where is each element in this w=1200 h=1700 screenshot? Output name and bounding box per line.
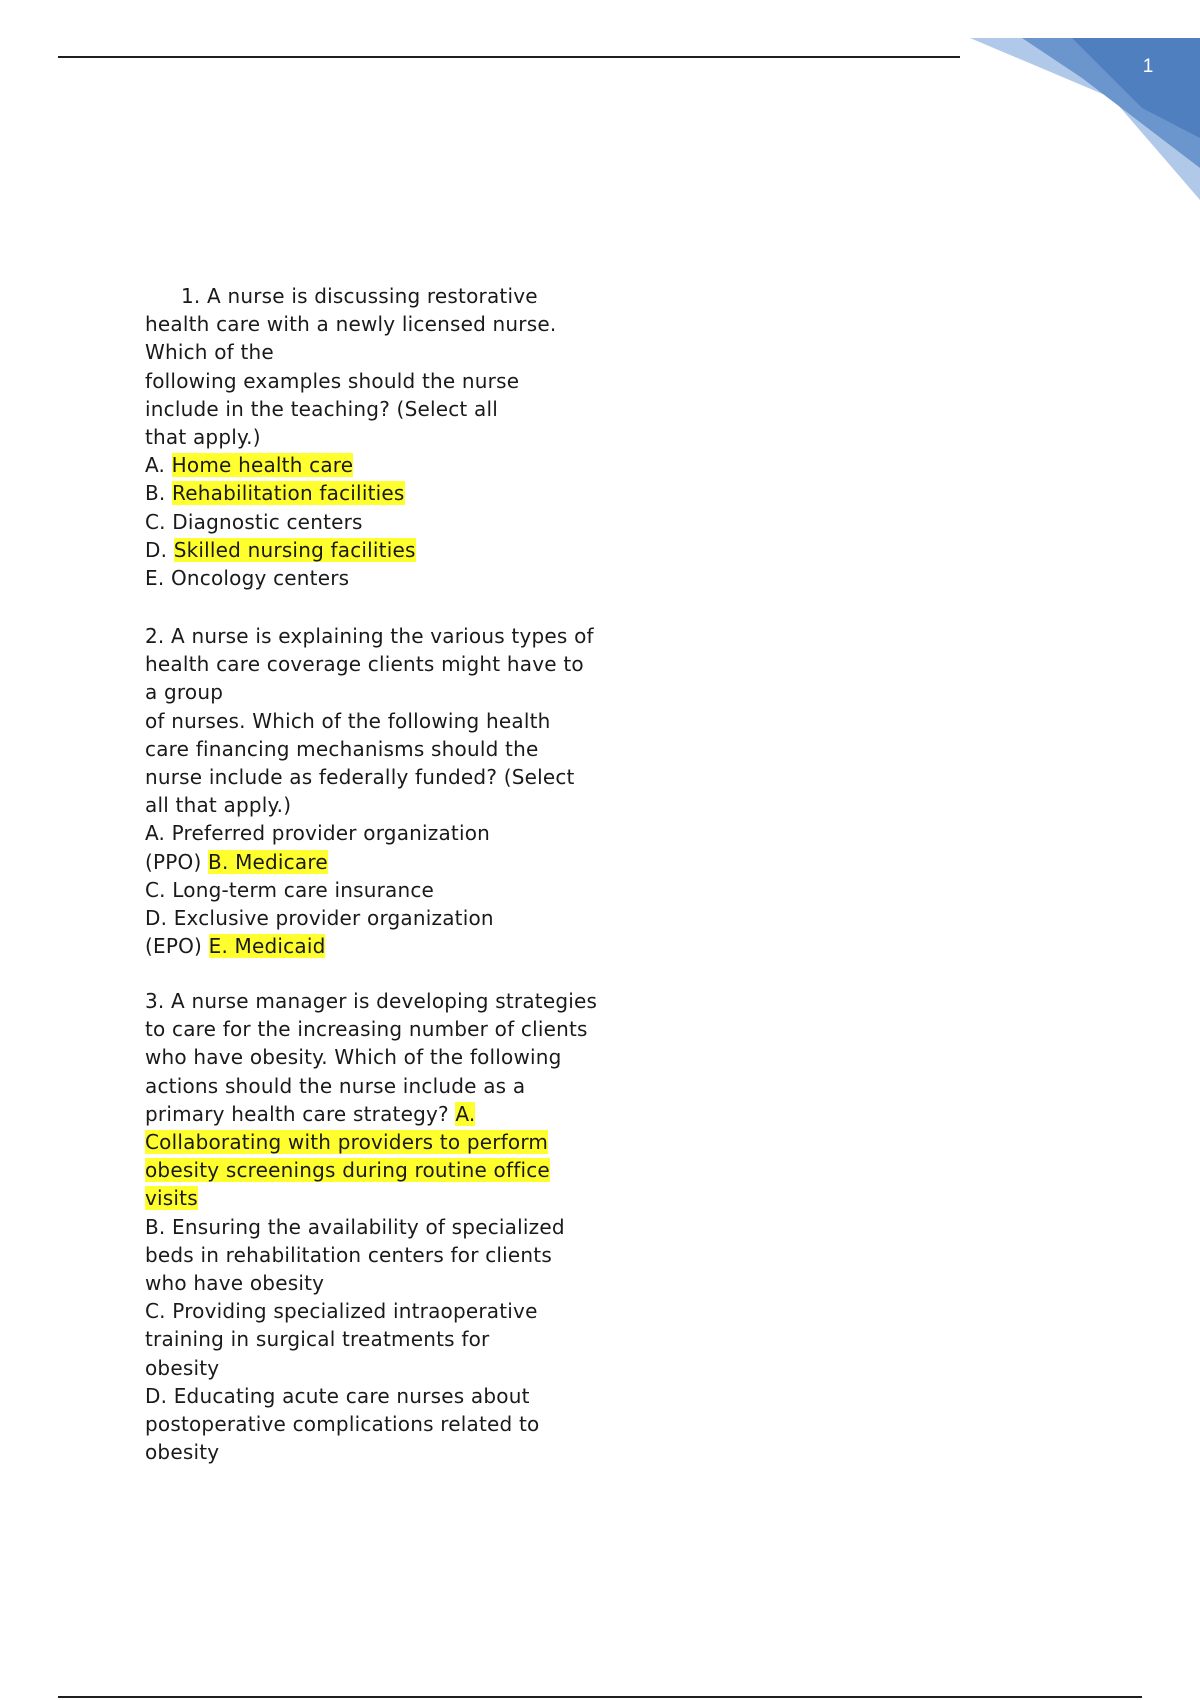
question-1-stem xyxy=(145,282,645,451)
option-d xyxy=(145,536,645,564)
option-letter: C. xyxy=(145,509,166,534)
stem-line: actions should the nurse include as a xyxy=(145,1073,526,1098)
stem-line: include in the teaching? (Select all xyxy=(145,396,498,421)
option-text: (PPO) xyxy=(145,849,209,874)
option-text-highlighted: B. Medicare xyxy=(208,849,328,874)
option-text: Diagnostic centers xyxy=(172,509,363,534)
other-options xyxy=(145,1213,645,1467)
option-text-highlighted: Rehabilitation facilities xyxy=(172,481,405,506)
option-e xyxy=(145,564,645,592)
footer-rule xyxy=(58,1696,1142,1698)
option-letter: B. xyxy=(145,481,166,506)
option-c xyxy=(145,508,645,536)
option-text: (EPO) xyxy=(145,934,209,959)
option-line: obesity xyxy=(145,1355,220,1380)
option-text: D. Exclusive provider organization xyxy=(145,906,494,931)
question-3-stem xyxy=(145,987,645,1128)
option-line: obesity xyxy=(145,1440,220,1465)
answer-text-highlighted: obesity screenings during routine office xyxy=(145,1158,550,1183)
option-text-highlighted: E. Medicaid xyxy=(208,934,326,959)
stem-line: Which of the xyxy=(145,340,274,365)
option-letter: D. xyxy=(145,537,168,562)
answer-a xyxy=(145,1128,645,1213)
option-letter: A. xyxy=(145,453,166,478)
option-line xyxy=(145,876,645,904)
option-line: C. Providing specialized intraoperative xyxy=(145,1299,538,1324)
question-3 xyxy=(145,987,645,1466)
header-rule xyxy=(58,56,960,58)
option-letter: E. xyxy=(145,566,165,591)
option-line: postoperative complications related to xyxy=(145,1412,540,1437)
stem-line xyxy=(145,1100,645,1128)
option-a xyxy=(145,451,645,479)
option-line xyxy=(145,819,645,847)
stem-line: that apply.) xyxy=(145,425,261,450)
question-2 xyxy=(145,622,645,960)
answer-text-highlighted: A. xyxy=(455,1101,476,1126)
option-text-highlighted: Skilled nursing facilities xyxy=(173,537,416,562)
option-line xyxy=(145,932,645,960)
stem-line: care financing mechanisms should the xyxy=(145,736,539,761)
stem-line: 2. A nurse is explaining the various types of xyxy=(145,624,594,648)
option-line: beds in rehabilitation centers for clients xyxy=(145,1242,552,1267)
option-line: B. Ensuring the availability of specialized xyxy=(145,1214,565,1239)
stem-line: following examples should the nurse xyxy=(145,368,520,393)
stem-line: of nurses. Which of the following health xyxy=(145,708,551,733)
answer-text-highlighted: visits xyxy=(145,1186,198,1211)
option-b xyxy=(145,479,645,507)
stem-line: a group xyxy=(145,680,224,705)
stem-line: all that apply.) xyxy=(145,793,292,818)
option-line: training in surgical treatments for xyxy=(145,1327,490,1352)
option-line: D. Educating acute care nurses about xyxy=(145,1383,530,1408)
stem-line: health care with a newly licensed nurse. xyxy=(145,312,557,337)
page-corner-decoration xyxy=(962,38,1200,200)
answer-text-highlighted: Collaborating with providers to perform xyxy=(145,1130,549,1155)
option-text-highlighted: Home health care xyxy=(171,453,354,478)
stem-line: nurse include as federally funded? (Select xyxy=(145,765,575,790)
stem-text: primary health care strategy? xyxy=(145,1101,456,1126)
page-number: 1 xyxy=(1142,56,1154,77)
option-line: who have obesity xyxy=(145,1271,325,1296)
option-text: Oncology centers xyxy=(170,566,350,591)
stem-line: to care for the increasing number of clients xyxy=(145,1017,588,1042)
option-line xyxy=(145,848,645,876)
question-1 xyxy=(145,282,645,592)
question-2-stem xyxy=(145,622,645,819)
stem-line: who have obesity. Which of the following xyxy=(145,1045,562,1070)
option-line xyxy=(145,904,645,932)
stem-line: 3. A nurse manager is developing strategies xyxy=(145,989,598,1013)
option-text: C. Long-term care insurance xyxy=(145,877,435,902)
stem-line: health care coverage clients might have to xyxy=(145,652,584,677)
stem-line: 1. A nurse is discussing restorative xyxy=(181,284,538,308)
option-text: A. Preferred provider organization xyxy=(145,821,491,846)
